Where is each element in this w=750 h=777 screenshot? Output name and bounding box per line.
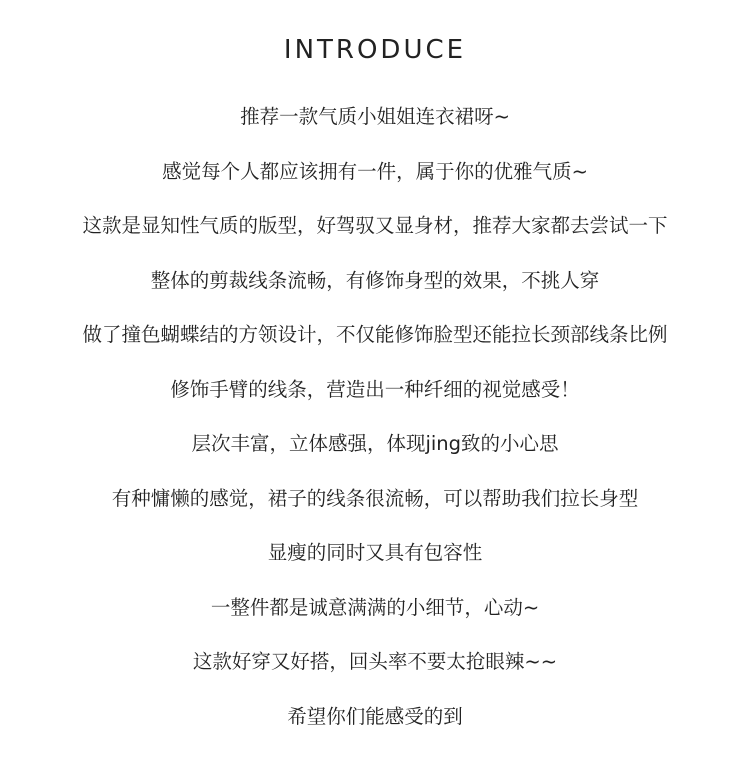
description-line-12: 希望你们能感受的到 [287,704,463,728]
description-lines [0,97,750,751]
description-line-5: 做了撞色蝴蝶结的方领设计，不仅能修饰脸型还能拉长颈部线条比例 [82,323,668,346]
description-line-6: 修饰手臂的线条，营造出一种纤细的视觉感受！ [170,377,580,401]
description-line-9: 显瘦的同时又具有包容性 [267,541,483,564]
description-line-3: 这款是显知性气质的版型，好驾驭又显身材，推荐大家都去尝试一下 [82,214,668,237]
description-line-7: 层次丰富，立体感强，体现jing致的小心思 [191,432,559,455]
description-line-10: 一整件都是诚意满满的小细节，心动~ [210,595,540,619]
description-line-8: 有种慵懒的感觉，裙子的线条很流畅，可以帮助我们拉长身型 [111,486,639,510]
description-line-11: 这款好穿又好搭，回头率不要太抢眼辣~~ [192,650,558,673]
description-line-4: 整体的剪裁线条流畅，有修饰身型的效果，不挑人穿 [150,268,600,292]
description-line-1: 推荐一款气质小姐姐连衣裙呀~ [240,105,510,128]
description-line-2: 感觉每个人都应该拥有一件，属于你的优雅气质~ [162,159,588,183]
section-title: INTRODUCE [283,35,467,65]
